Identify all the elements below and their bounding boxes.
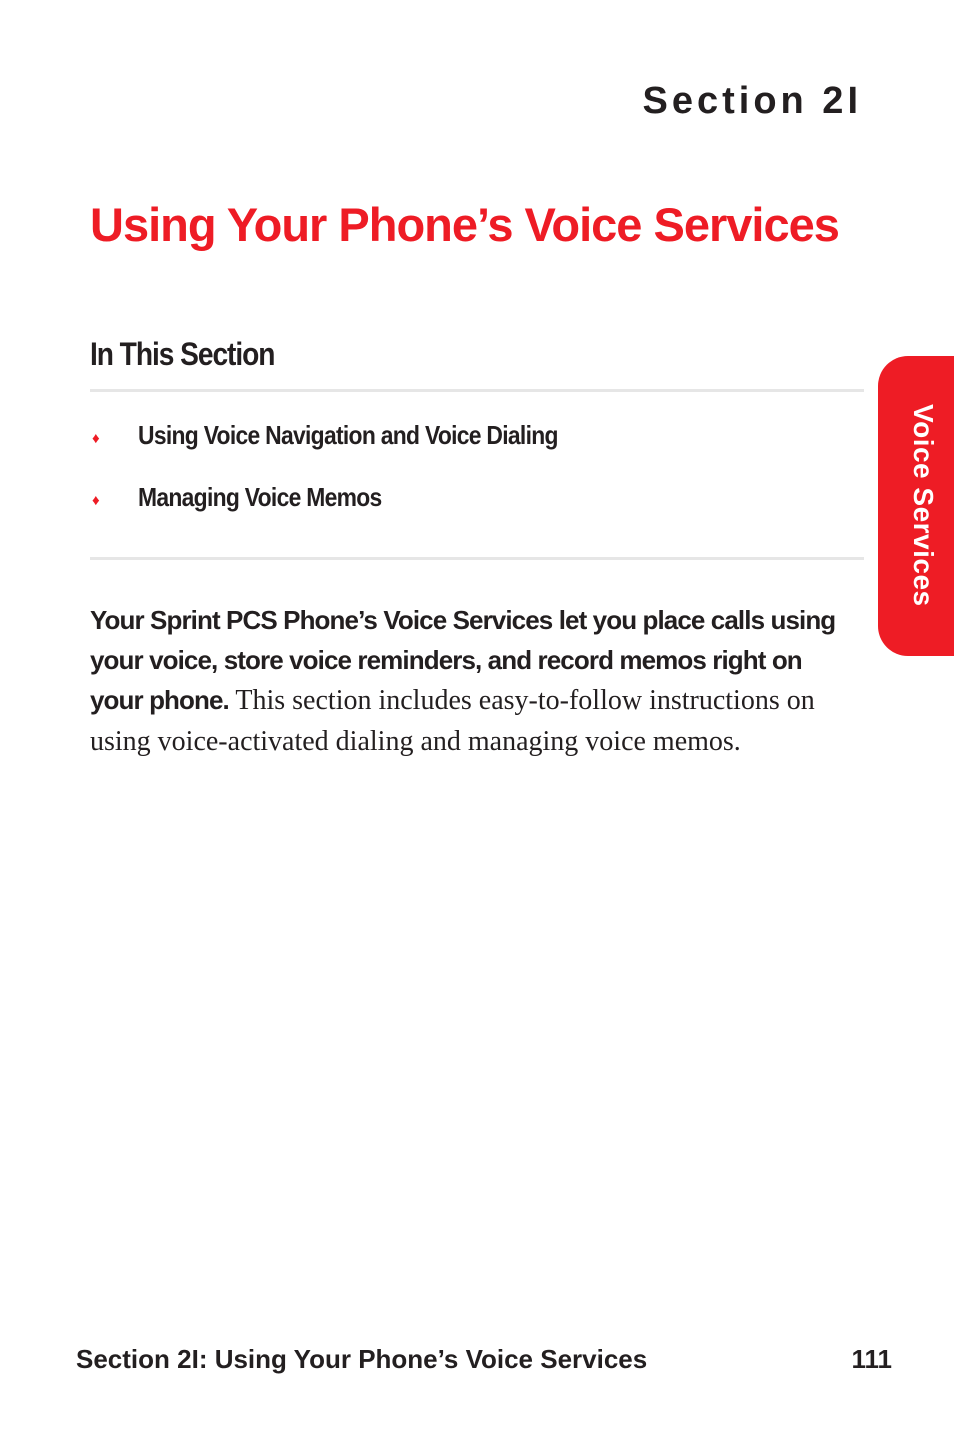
page-title: Using Your Phone’s Voice Services: [90, 198, 839, 251]
intro-body-text: This section includes easy-to-follow instructions on using voice-activated dialing and managing voice memos.: [90, 685, 815, 757]
section-label: Section 2I: [642, 80, 862, 122]
section-contents-list: [90, 420, 615, 544]
top-divider: [90, 389, 864, 392]
diamond-bullet-icon: ♦: [92, 430, 100, 447]
in-this-section-heading: In This Section: [90, 336, 275, 372]
footer-title: Section 2I: Using Your Phone’s Voice Services: [76, 1344, 648, 1374]
list-item-label: Managing Voice Memos: [138, 482, 382, 512]
list-item-label: Using Voice Navigation and Voice Dialing: [138, 420, 558, 450]
list-item[interactable]: [90, 482, 615, 544]
page-number: 111: [851, 1344, 892, 1374]
list-item[interactable]: [90, 420, 615, 482]
bottom-divider: [90, 557, 864, 560]
diamond-bullet-icon: ♦: [92, 492, 100, 509]
intro-lead-text: Your Sprint PCS Phone’s Voice Services let you place calls using your voice, store voice reminders, and record memos right on your phone.: [90, 605, 836, 715]
intro-paragraph: [90, 600, 850, 762]
side-tab-label: Voice Services: [908, 404, 939, 607]
